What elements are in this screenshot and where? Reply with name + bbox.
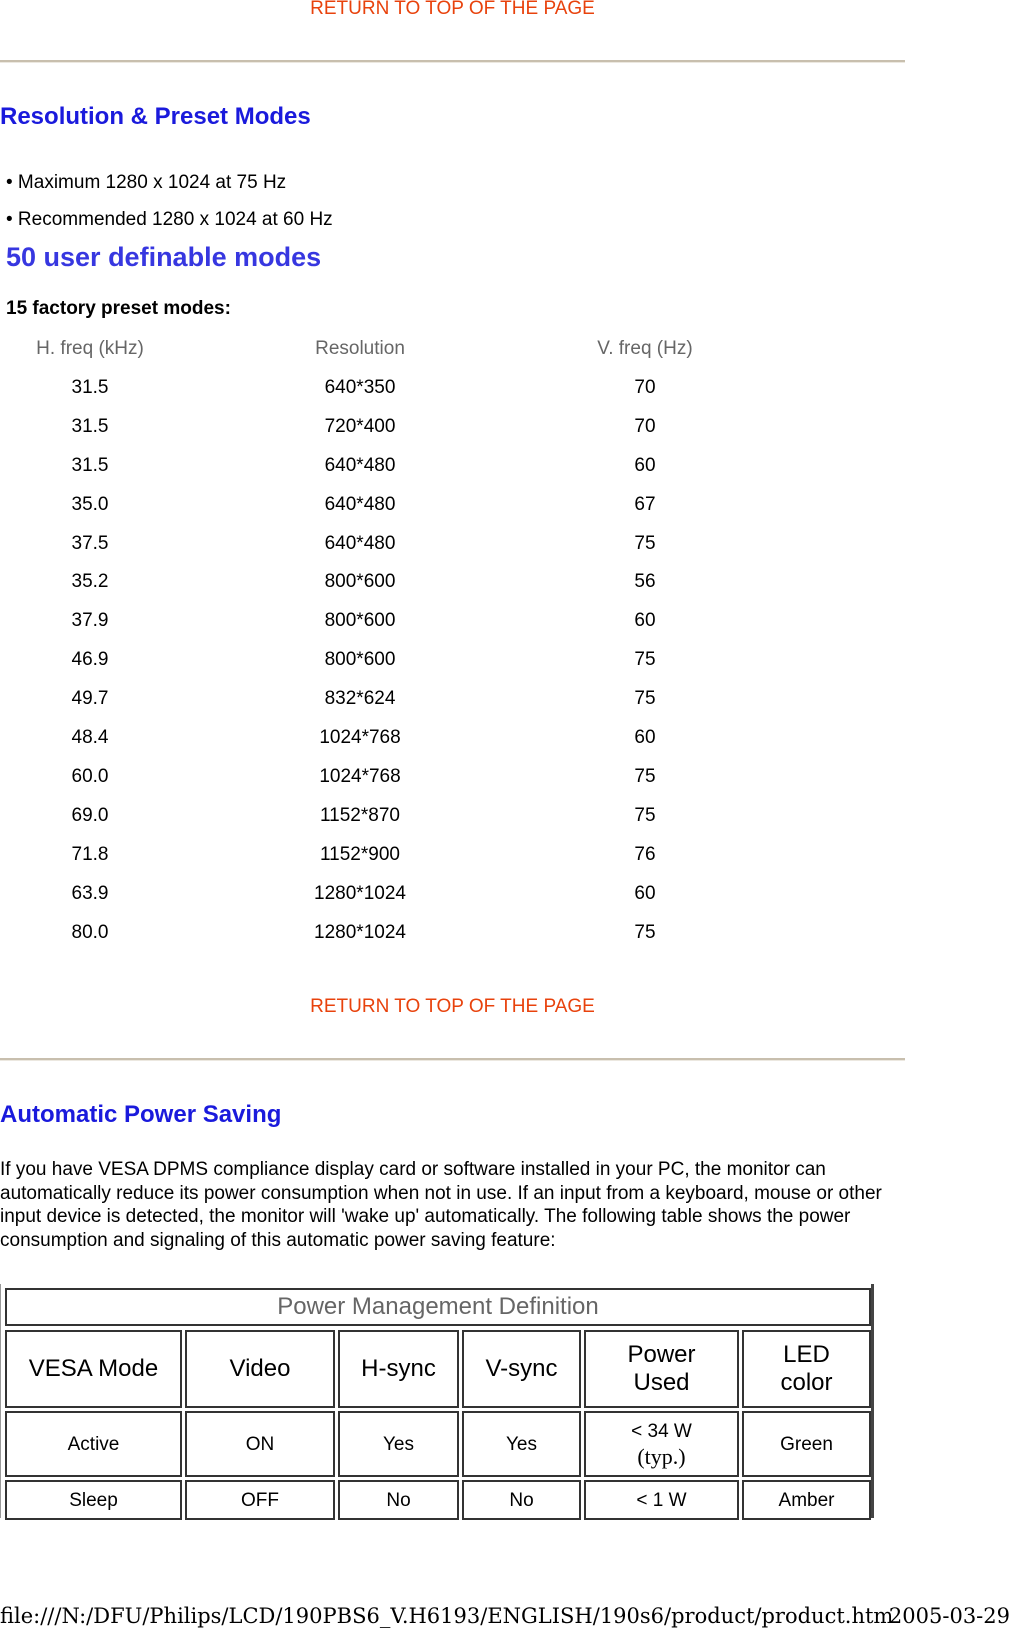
resolution-cell: 1024*768 (319, 727, 401, 748)
h-freq-cell: 31.5 (71, 416, 109, 437)
resolution-cell: 832*624 (324, 688, 396, 709)
resolution-cell: 800*600 (324, 649, 396, 670)
mode-cell: Sleep (5, 1480, 182, 1520)
header-h-sync: H-sync (338, 1330, 459, 1408)
v-freq-cell: 70 (634, 416, 656, 437)
header-v-sync: V-sync (462, 1330, 581, 1408)
user-modes-heading: 50 user definable modes (6, 242, 322, 272)
v-freq-cell: 56 (634, 571, 656, 592)
divider (0, 1058, 905, 1061)
resolution-cell: 800*600 (324, 610, 396, 631)
h-freq-cell: 71.8 (71, 844, 109, 865)
resolution-cell: 640*480 (324, 533, 396, 554)
table-caption: Power Management Definition (5, 1288, 871, 1326)
divider (0, 60, 905, 63)
v-freq-cell: 67 (634, 494, 656, 515)
header-vesa-mode: VESA Mode (5, 1330, 182, 1408)
h-freq-cell: 69.0 (71, 805, 109, 826)
v-freq-cell: 70 (634, 377, 656, 398)
h-freq-cell: 63.9 (71, 883, 109, 904)
v-freq-cell: 75 (634, 533, 656, 554)
resolution-cell: 1024*768 (319, 766, 401, 787)
resolution-cell: 1280*1024 (314, 922, 406, 943)
led-color-cell: Amber (742, 1480, 871, 1520)
h-freq-cell: 60.0 (71, 766, 109, 787)
footer-file-path: file:///N:/DFU/Philips/LCD/190PBS6_V.H6193/ENGLISH/190s6/product/product.htm (0, 1604, 894, 1628)
resolution-cell: 640*480 (324, 455, 396, 476)
v-freq-cell: 75 (634, 805, 656, 826)
h-freq-cell: 31.5 (71, 455, 109, 476)
power-used-typ: (typ.) (637, 1444, 686, 1469)
maximum-resolution: • Maximum 1280 x 1024 at 75 Hz (6, 172, 287, 193)
h-freq-cell: 35.2 (71, 571, 109, 592)
return-to-top-link[interactable]: RETURN TO TOP OF THE PAGE (310, 996, 595, 1017)
return-to-top-link[interactable]: RETURN TO TOP OF THE PAGE (310, 0, 595, 19)
h-freq-cell: 48.4 (71, 727, 109, 748)
h-sync-cell: Yes (338, 1411, 459, 1477)
power-saving-description: If you have VESA DPMS compliance display card or software installed in your PC, the monitor can automatically reduce its power consumption when not in use. If an input from a keyboard, mouse or other input device is detected, the monitor will 'wake up' automatically. The following table shows the power consumption and signaling of this automatic power saving feature: (0, 1159, 882, 1251)
h-freq-cell: 31.5 (71, 377, 109, 398)
v-freq-cell: 60 (634, 610, 656, 631)
h-sync-cell: No (338, 1480, 459, 1520)
video-cell: ON (185, 1411, 335, 1477)
header-resolution: Resolution (315, 338, 405, 359)
header-h-freq: H. freq (kHz) (36, 338, 144, 359)
resolution-cell: 720*400 (324, 416, 396, 437)
resolution-cell: 800*600 (324, 571, 396, 592)
footer-date: 2005-03-29 (888, 1604, 1010, 1628)
recommended-resolution: • Recommended 1280 x 1024 at 60 Hz (6, 209, 333, 230)
power-used-cell (584, 1411, 739, 1477)
led-color-cell: Green (742, 1411, 871, 1477)
v-freq-cell: 75 (634, 649, 656, 670)
section-title-power-saving: Automatic Power Saving (0, 1101, 282, 1128)
v-sync-cell: No (462, 1480, 581, 1520)
v-freq-cell: 76 (634, 844, 656, 865)
h-freq-cell: 35.0 (71, 494, 109, 515)
h-freq-cell: 46.9 (71, 649, 109, 670)
v-freq-cell: 60 (634, 455, 656, 476)
preset-modes-heading: 15 factory preset modes: (6, 298, 231, 319)
power-management-table (0, 1284, 874, 1518)
v-freq-cell: 75 (634, 766, 656, 787)
v-freq-cell: 75 (634, 688, 656, 709)
h-freq-cell: 37.9 (71, 610, 109, 631)
header-power-used: Power Used (584, 1330, 739, 1408)
video-cell: OFF (185, 1480, 335, 1520)
v-freq-cell: 60 (634, 727, 656, 748)
power-used-cell: < 1 W (584, 1480, 739, 1520)
h-freq-cell: 37.5 (71, 533, 109, 554)
resolution-cell: 640*480 (324, 494, 396, 515)
header-led-color: LED color (742, 1330, 871, 1408)
v-freq-cell: 60 (634, 883, 656, 904)
h-freq-cell: 80.0 (71, 922, 109, 943)
h-freq-cell: 49.7 (71, 688, 109, 709)
v-freq-cell: 75 (634, 922, 656, 943)
resolution-cell: 640*350 (324, 377, 396, 398)
v-sync-cell: Yes (462, 1411, 581, 1477)
resolution-cell: 1152*870 (320, 805, 400, 826)
resolution-cell: 1152*900 (320, 844, 400, 865)
header-video: Video (185, 1330, 335, 1408)
mode-cell: Active (5, 1411, 182, 1477)
power-used-value: < 34 W (631, 1421, 692, 1442)
section-title-resolution: Resolution & Preset Modes (0, 103, 311, 130)
resolution-cell: 1280*1024 (314, 883, 406, 904)
header-v-freq: V. freq (Hz) (597, 338, 693, 359)
